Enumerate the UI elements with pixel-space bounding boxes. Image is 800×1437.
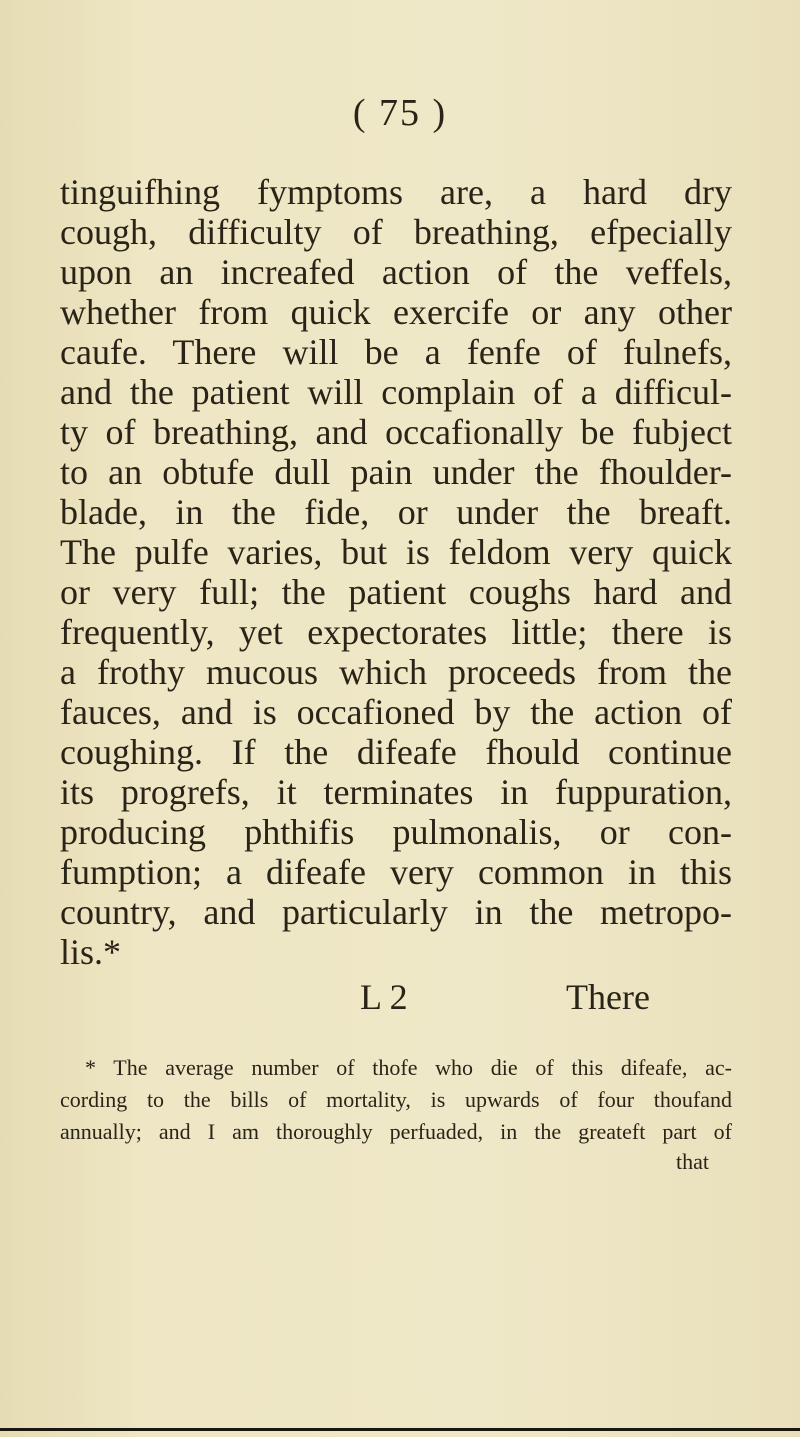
footnote-line: annually; and I am thoroughly perfuaded, in the greateft part of (60, 1119, 732, 1144)
body-line: blade, in the fide, or under the breaft. (60, 492, 732, 532)
body-line: lis.* (60, 932, 122, 972)
body-line: coughing. If the difeafe fhould continue (60, 732, 732, 772)
body-line: or very full; the patient coughs hard and (60, 572, 732, 612)
body-line: country, and particularly in the metropo- (60, 892, 732, 932)
body-line: caufe. There will be a fenfe of fulnefs, (60, 332, 732, 372)
body-line: a frothy mucous which proceeds from the (60, 652, 732, 692)
body-line: upon an increafed action of the veffels, (60, 252, 732, 292)
body-line: frequently, yet expectorates little; there is (60, 612, 732, 652)
body-line: The pulfe varies, but is feldom very quick (60, 532, 732, 572)
body-line: fauces, and is occafioned by the action of (60, 692, 732, 732)
footnote-line: cording to the bills of mortality, is upwards of four thoufand (60, 1087, 732, 1112)
body-line: producing phthifis pulmonalis, or con- (60, 812, 732, 852)
body-line: whether from quick exercife or any other (60, 292, 732, 332)
body-line: its progrefs, it terminates in fuppuration, (60, 772, 732, 812)
footnote-line: * The average number of thofe who die of this difeafe, ac- (85, 1055, 732, 1080)
footnote-catchword: that (676, 1149, 709, 1174)
page-number: ( 75 ) (352, 92, 448, 134)
signature-mark: L 2 (360, 977, 408, 1017)
body-line: ty of breathing, and occafionally be fubject (60, 412, 732, 452)
catchword: There (566, 977, 650, 1017)
body-line: tinguifhing fymptoms are, a hard dry (60, 172, 732, 212)
body-line: and the patient will complain of a difficul- (60, 372, 732, 412)
body-line: to an obtufe dull pain under the fhoulder- (60, 452, 732, 492)
page-edge-rule (0, 1428, 800, 1431)
body-line: cough, difficulty of breathing, efpecially (60, 212, 732, 252)
body-line: fumption; a difeafe very common in this (60, 852, 732, 892)
